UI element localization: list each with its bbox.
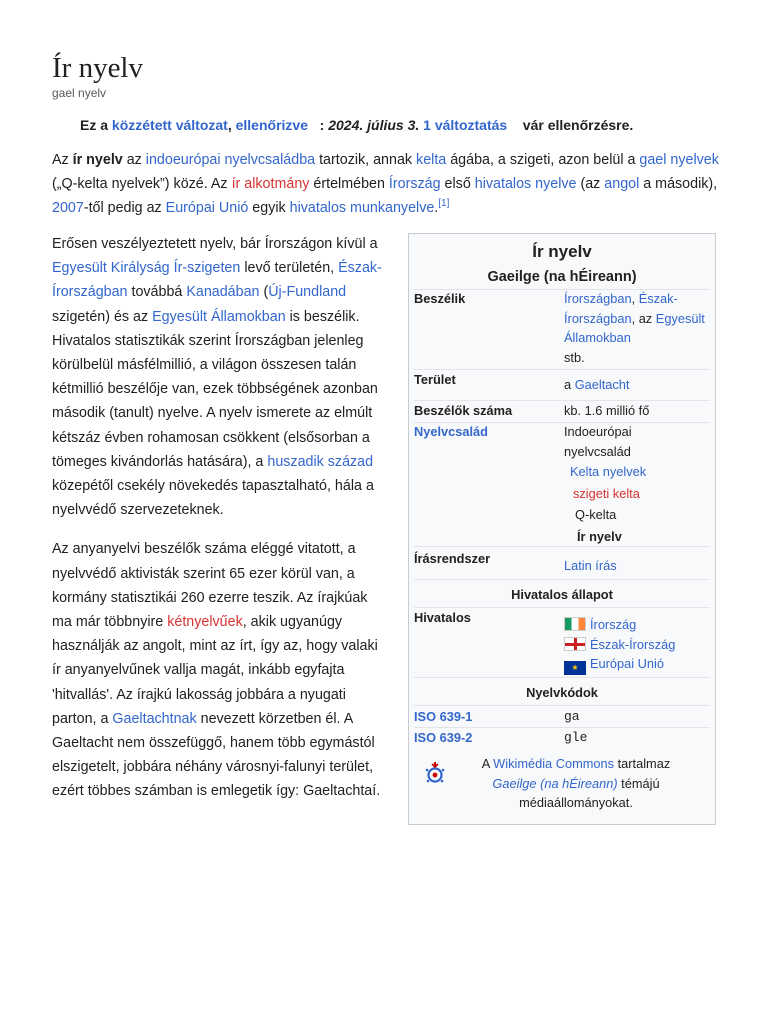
text: -től pedig az (83, 200, 166, 216)
link-ireland[interactable]: Írországban (564, 291, 632, 306)
body-column (52, 232, 382, 819)
link-united-states[interactable]: Egyesült Államokban (564, 310, 705, 345)
text: médiaállományokat. (519, 795, 633, 810)
spoken-in-label: Beszélik (414, 291, 466, 306)
eu-flag-icon: ★ (564, 661, 586, 675)
link-gaelic-languages[interactable]: gael nyelvek (639, 152, 719, 168)
link-commons-category[interactable]: Gaeilge (na hÉireann) (492, 775, 618, 791)
bold-term: ír nyelv (72, 152, 123, 168)
text: Erősen veszélyeztetett nyelv, bár Írországon kívül a (52, 236, 378, 252)
language-family-label[interactable]: Nyelvcsalád (414, 424, 488, 439)
link-island-of-ireland[interactable]: Ír-szigeten (173, 260, 241, 277)
link-northern-ireland[interactable]: Észak-Írországban (52, 260, 382, 301)
link-ireland[interactable]: Írország (590, 617, 637, 632)
iso-639-1-label[interactable]: ISO 639-1 (414, 709, 473, 724)
spoken-in-value (564, 289, 709, 367)
text: a (564, 377, 575, 392)
text: Az (52, 152, 73, 168)
flagged-comma: , (227, 117, 232, 133)
link-official-language[interactable]: hivatalos nyelve (474, 176, 577, 192)
text: ágába, a szigeti, azon belül a (446, 152, 640, 168)
link-european-union[interactable]: Európai Unió (165, 200, 249, 216)
text: stb. (564, 349, 585, 365)
text: (az (576, 176, 605, 192)
page-subtitle: gael nyelv (52, 86, 107, 100)
text: értelmében (309, 176, 389, 192)
ireland-flag-icon (564, 617, 586, 631)
flagged-revision-notice (80, 117, 633, 133)
divider (414, 579, 710, 580)
flagged-prefix: Ez a (80, 117, 109, 133)
language-codes-header: Nyelvkódok (526, 685, 598, 700)
text: is beszélik. Hivatalos statisztikák szerint Írországban jelenleg körülbelül másfélmillió, a világon összesen talán kétmillió beszélője van, ezek többségének azonban második (tanult) nyelve. A nyelv ismerete az elmúlt kétszáz évben rohamosan csökkent (elsősorban a tömeges kivándorlás hatására), a (52, 308, 378, 470)
link-official-working-language[interactable]: hivatalos munkanyelve (289, 200, 435, 216)
text: . (434, 200, 439, 216)
link-insular-celtic[interactable]: szigeti kelta (573, 485, 640, 501)
link-english[interactable]: angol (604, 176, 640, 192)
link-twentieth-century[interactable]: huszadik század (267, 453, 374, 470)
family-indoeuropean-cont: nyelvcsalád (564, 443, 631, 459)
infobox-title: Ír nyelv (532, 242, 592, 261)
link-indoeuropean-family[interactable]: indoeurópai nyelvcsaládba (145, 152, 316, 168)
official-status-header: Hivatalos állapot (511, 587, 613, 602)
link-european-union[interactable]: Európai Unió (590, 656, 664, 671)
page-title: Ír nyelv (52, 52, 143, 84)
commons-notice (461, 754, 691, 813)
text: tartalmaz (614, 756, 671, 771)
family-indoeuropean: Indoeurópai (564, 424, 632, 439)
text: közepétől csekély növekedés tapasztalható, hála a nyelvvédő szervezeteknek. (52, 478, 374, 519)
link-irish-constitution[interactable]: ír alkotmány (231, 176, 310, 192)
text: témájú (617, 775, 660, 791)
intro-paragraph (52, 148, 720, 220)
published-version-link[interactable]: közzétett változat (111, 117, 228, 133)
text: tartozik, annak (315, 152, 417, 168)
flagged-suffix: vár ellenőrzésre. (522, 117, 634, 133)
official-value (564, 615, 675, 675)
region-label: Terület (414, 372, 456, 387)
text: , (631, 291, 639, 306)
text: nevezett körzetben él. A Gaeltacht nem összefüggő, hanem több egymástól elszigetelt, jobbára néhány városnyi-falunyi terület, ezért többes számban is emlegetik így: Gaeltachtaí. (52, 710, 381, 800)
text: első (440, 176, 475, 192)
link-gaeltacht[interactable]: Gaeltacht (574, 377, 630, 392)
link-latin-script[interactable]: Latin írás (564, 558, 617, 573)
link-gaeltacht[interactable]: Gaeltachtnak (112, 710, 197, 727)
checked-link[interactable]: ellenőrizve (235, 117, 308, 133)
speakers-label: Beszélők száma (414, 403, 513, 418)
divider (414, 546, 710, 547)
text: , akik ugyanúgy használják az angolt, mint az írt, így az, hogy valaki ír anyanyelvűnek vallja magát, inkább egyfajta 'hitvallás'. Az írajkú lakosság jobbára a nyugati parton, a (52, 614, 378, 727)
link-ireland[interactable]: Írország (388, 176, 441, 192)
official-label: Hivatalos (414, 610, 471, 625)
flagged-colon: : (319, 117, 325, 133)
text: a második), (639, 176, 718, 192)
reference-link[interactable]: [1] (438, 198, 450, 210)
northern-ireland-flag-icon (564, 637, 586, 651)
pending-changes-link[interactable]: 1 változtatás (423, 117, 508, 133)
paragraph-native-speakers (52, 537, 382, 803)
divider (414, 705, 710, 706)
link-newfoundland[interactable]: Új-Fundland (268, 284, 347, 301)
link-2007[interactable]: 2007 (52, 200, 84, 216)
text: A (481, 756, 494, 771)
link-canada[interactable]: Kanadában (186, 284, 260, 301)
text: egyik (248, 200, 290, 216)
region-value (564, 375, 629, 395)
iso-639-2-label[interactable]: ISO 639-2 (414, 730, 473, 745)
script-label: Írásrendszer (414, 551, 491, 566)
text: szigetén) és az (52, 308, 153, 325)
speakers-value: kb. 1.6 millió fő (564, 403, 650, 418)
text: , az (631, 310, 653, 326)
link-united-states[interactable]: Egyesült Államokban (152, 308, 286, 325)
divider (414, 369, 710, 370)
link-united-kingdom[interactable]: Egyesült Királyság (52, 260, 170, 277)
family-irish: Ír nyelv (577, 528, 622, 544)
text: továbbá (127, 284, 187, 301)
link-bilingual[interactable]: kétnyelvűek (167, 614, 243, 631)
link-northern-ireland[interactable]: Észak-Írország (590, 636, 676, 652)
text: („Q-kelta nyelvek”) közé. Az (52, 176, 232, 192)
text: ( (259, 284, 269, 301)
family-q-celtic: Q-kelta (575, 507, 617, 522)
text: Az anyanyelvi beszélők száma eléggé vitatott, a nyelvvédő aktivisták szerint 65 ezer körül van, a kormány statisztikái 260 ezerre teszik. Az írajkúak ma már többnyire (52, 541, 368, 631)
iso-639-2-value: gle (564, 730, 588, 745)
link-celtic[interactable]: kelta (416, 152, 447, 168)
link-northern-ireland[interactable]: Észak-Írországban (564, 291, 678, 326)
infobox (408, 233, 716, 825)
text: levő területén, (240, 260, 339, 277)
link-wikimedia-commons[interactable]: Wikimédia Commons (493, 756, 615, 771)
wikimedia-commons-icon (423, 761, 447, 785)
iso-639-1-value: ga (564, 709, 580, 724)
divider (414, 677, 710, 678)
paragraph-endangered (52, 232, 382, 522)
flagged-date: 2024. július 3. (328, 117, 420, 133)
text: az (122, 152, 146, 168)
link-celtic-languages[interactable]: Kelta nyelvek (570, 464, 647, 479)
language-family-value (564, 422, 714, 546)
infobox-native-name: Gaeilge (na hÉireann) (487, 269, 637, 285)
